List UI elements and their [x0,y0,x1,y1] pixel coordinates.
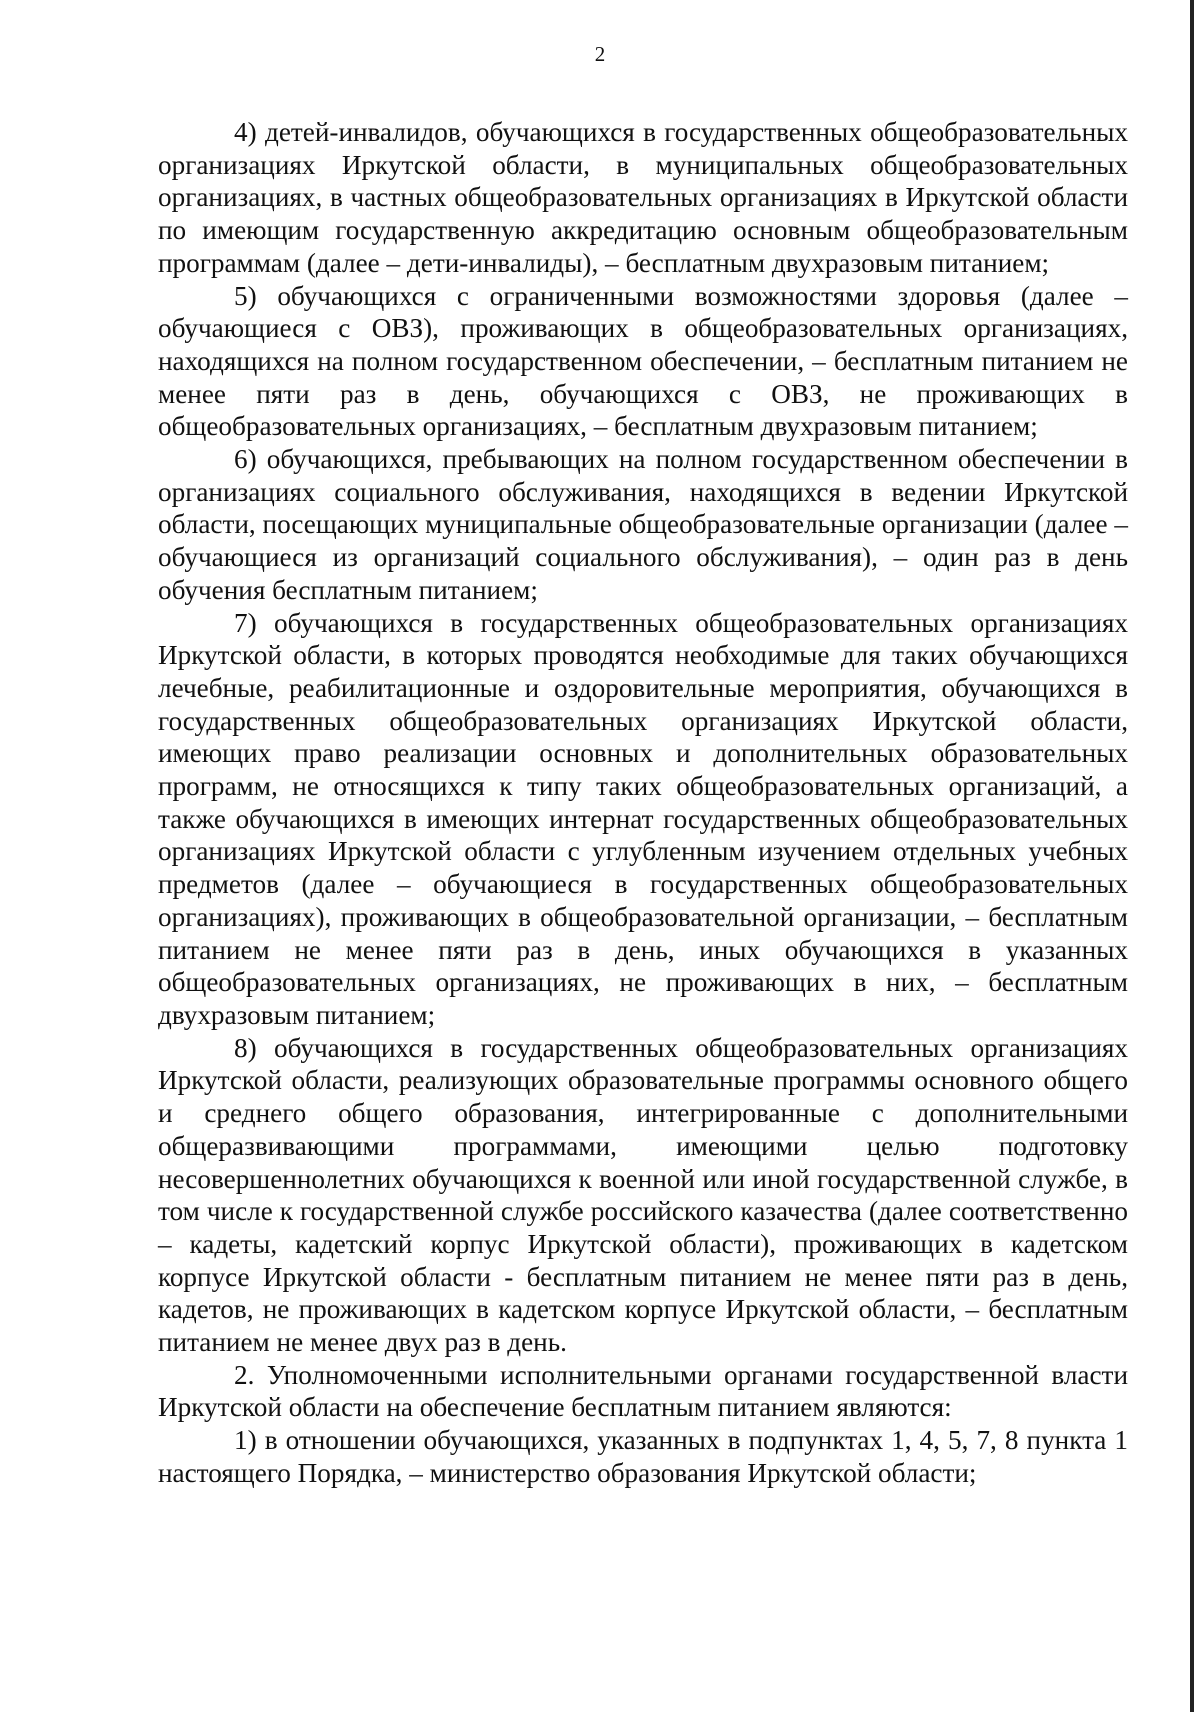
paragraph-item-4: 4) детей-инвалидов, обучающихся в государственных общеобразовательных организациях Иркутской области, в муниципальных общеобразовательных организациях, в частных общеобразовательных организациях в Иркутской области по имеющим государственную аккредитацию основным общеобразовательным программам (далее – дети-инвалиды), – бесплатным двухразовым питанием; [158,117,1128,278]
paragraph-item-7: 7) обучающихся в государственных общеобразовательных организациях Иркутской области, в которых проводятся необходимые для таких обучающихся лечебные, реабилитационные и оздоровительные мероприятия, обучающихся в государственных общеобразовательных организациях Иркутской области, имеющих право реализации основных и дополнительных образовательных программ, не относящихся к типу таких общеобразовательных организаций, а также обучающихся в имеющих интернат государственных общеобразовательных организациях Иркутской области с углубленным изучением отдельных учебных предметов (далее – обучающиеся в государственных общеобразовательных организациях), проживающих в общеобразовательной организации, – бесплатным питанием не менее пяти раз в день, иных обучающихся в указанных общеобразовательных организациях, не проживающих в них, – бесплатным двухразовым питанием; [158,607,1128,1030]
page-number: 2 [594,42,606,66]
paragraph-item-5: 5) обучающихся с ограниченными возможностями здоровья (далее – обучающиеся с ОВЗ), проживающих в общеобразовательных организациях, находящихся на полном государственном обеспечении, – бесплатным питанием не менее пяти раз в день, обучающихся с ОВЗ, не проживающих в общеобразовательных организациях, – бесплатным двухразовым питанием; [158,280,1128,442]
paragraph-item-6: 6) обучающихся, пребывающих на полном государственном обеспечении в организациях социального обслуживания, находящихся в ведении Иркутской области, посещающих муниципальные общеобразовательные организации (далее – обучающиеся из организаций социального обслуживания), – один раз в день обучения бесплатным питанием; [158,444,1128,605]
paragraph-item-8: 8) обучающихся в государственных общеобразовательных организациях Иркутской области, реализующих образовательные программы основного общего и среднего общего образования, интегрированные с дополнительными общеразвивающими программами, имеющими целью подготовку несовершеннолетних обучающихся к военной или иной государственной службе, в том числе к государственной службе российского казачества (далее соответственно – кадеты, кадетский корпус Иркутской области), проживающих в кадетском корпусе Иркутской области - бесплатным питанием не менее пяти раз в день, кадетов, не проживающих в кадетском корпусе Иркутской области, – бесплатным питанием не менее двух раз в день. [158,1032,1128,1358]
scan-edge-line [1190,0,1194,1712]
paragraph-point-2: 2. Уполномоченными исполнительными органами государственной власти Иркутской области на обеспечение бесплатным питанием являются: [158,1359,1128,1423]
document-body [158,116,1128,1490]
paragraph-point-2-item-1: 1) в отношении обучающихся, указанных в подпунктах 1, 4, 5, 7, 8 пункта 1 настоящего Порядка, – министерство образования Иркутской области; [158,1425,1128,1488]
